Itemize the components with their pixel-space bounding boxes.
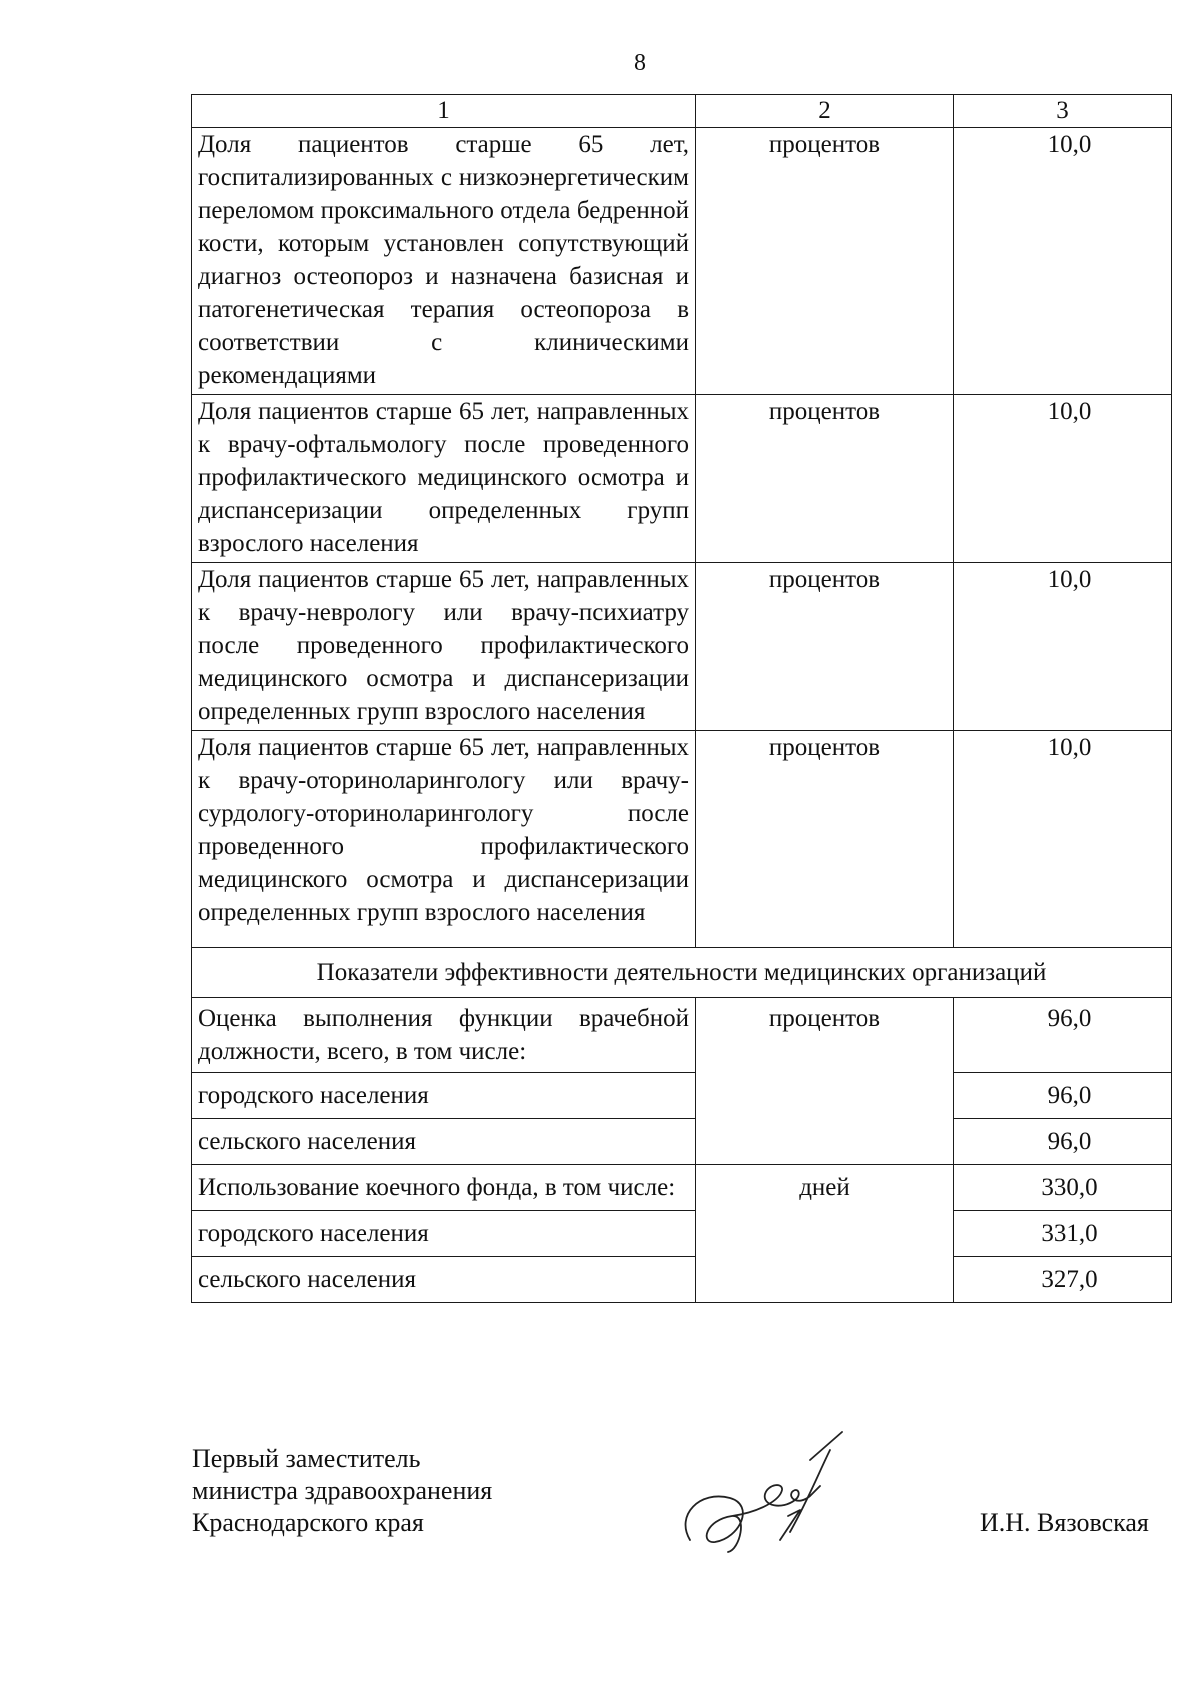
indicator-name: Доля пациентов старше 65 лет, направленных к врачу-неврологу или врачу-психиатру после проведенного профилактического медицинского осмотра и диспансеризации определенных групп взрослого населения xyxy=(192,563,696,731)
indicator-unit: процентов xyxy=(696,998,954,1165)
subrow-urban xyxy=(192,1073,1172,1119)
group-row-physician-function xyxy=(192,998,1172,1073)
section-title-row xyxy=(192,948,1172,998)
indicators-table xyxy=(191,94,1172,1303)
signatory-title xyxy=(192,1443,492,1539)
signatory-title-line: министра здравоохранения xyxy=(192,1476,493,1505)
indicator-value: 10,0 xyxy=(954,731,1172,948)
indicator-value: 96,0 xyxy=(954,998,1172,1073)
signatory-name: И.Н. Вязовская xyxy=(980,1508,1149,1537)
indicator-unit: процентов xyxy=(696,563,954,731)
subrow-urban xyxy=(192,1211,1172,1257)
indicator-value: 10,0 xyxy=(954,128,1172,395)
table-row xyxy=(192,731,1172,948)
indicator-name: сельского населения xyxy=(192,1257,696,1303)
indicator-name: Доля пациентов старше 65 лет, направленных к врачу-офтальмологу после проведенного профилактического медицинского осмотра и диспансеризации определенных групп взрослого населения xyxy=(192,395,696,563)
indicator-name: сельского населения xyxy=(192,1119,696,1165)
indicator-unit: процентов xyxy=(696,128,954,395)
indicator-value: 330,0 xyxy=(954,1165,1172,1211)
table-row xyxy=(192,395,1172,563)
group-row-bed-fund xyxy=(192,1165,1172,1211)
page-number: 8 xyxy=(634,50,646,76)
handwritten-signature xyxy=(670,1420,870,1560)
indicator-name: городского населения xyxy=(192,1211,696,1257)
header-cell-1: 1 xyxy=(192,95,696,128)
subrow-rural xyxy=(192,1119,1172,1165)
indicator-name: Доля пациентов старше 65 лет, госпитализированных с низкоэнергетическим переломом проксимального отдела бедренной кости, которым установлен сопутствующий диагноз остеопороз и назначена базисная и патогенетическая терапия остеопороза в соответствии с клиническими рекомендациями xyxy=(192,128,696,395)
indicator-value: 96,0 xyxy=(954,1073,1172,1119)
subrow-rural xyxy=(192,1257,1172,1303)
indicator-value: 327,0 xyxy=(954,1257,1172,1303)
indicator-value: 96,0 xyxy=(954,1119,1172,1165)
indicator-name: Доля пациентов старше 65 лет, направленных к врачу-оториноларингологу или врачу-сурдологу-оториноларингологу после проведенного профилактического медицинского осмотра и диспансеризации определенных групп взрослого населения xyxy=(192,731,696,948)
indicator-value: 331,0 xyxy=(954,1211,1172,1257)
signatory-title-line: Краснодарского края xyxy=(192,1508,424,1537)
table-header-row xyxy=(192,95,1172,128)
indicator-name: городского населения xyxy=(192,1073,696,1119)
indicator-value: 10,0 xyxy=(954,395,1172,563)
header-cell-3: 3 xyxy=(954,95,1172,128)
indicator-unit: дней xyxy=(696,1165,954,1303)
indicator-name: Оценка выполнения функции врачебной должности, всего, в том числе: xyxy=(192,998,696,1073)
indicator-name: Использование коечного фонда, в том числе: xyxy=(192,1165,696,1211)
indicator-value: 10,0 xyxy=(954,563,1172,731)
signatory-title-line: Первый заместитель xyxy=(192,1444,421,1473)
header-cell-2: 2 xyxy=(696,95,954,128)
section-title: Показатели эффективности деятельности медицинских организаций xyxy=(192,948,1172,998)
indicator-unit: процентов xyxy=(696,395,954,563)
indicator-unit: процентов xyxy=(696,731,954,948)
table-row xyxy=(192,563,1172,731)
table-row xyxy=(192,128,1172,395)
